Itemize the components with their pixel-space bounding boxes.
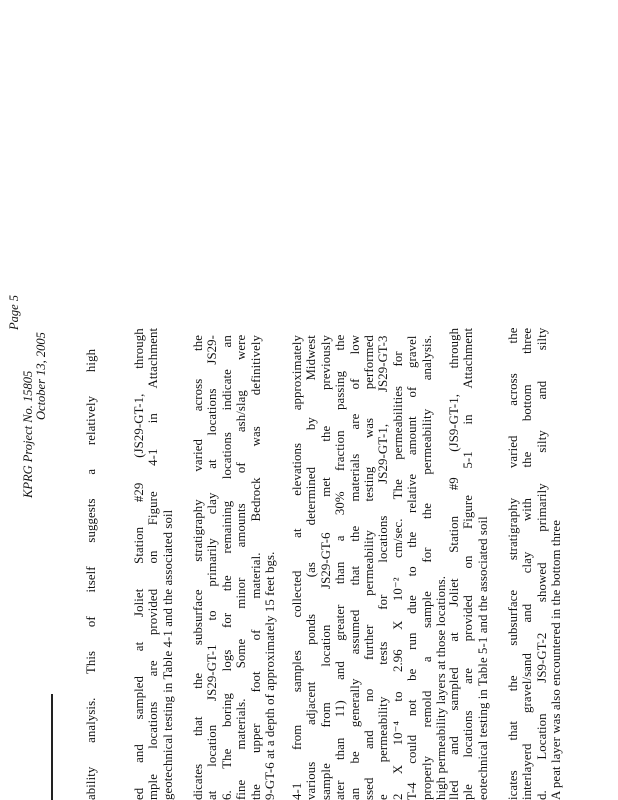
text-line: properly remold a sample for the permeability analysis.	[419, 334, 434, 800]
text-line: high permeability layers at those locations.	[434, 575, 448, 800]
text-line: A peat layer was also encountered in the bottom three	[549, 520, 564, 800]
header-project-number: KPRG Project No. 15805	[21, 370, 35, 498]
text-line: mple locations are provided on Figure 4-1 in Attachment	[146, 327, 161, 800]
text-line: 9-GT-6 at a depth of approximately 15 feet bgs.	[263, 551, 277, 800]
text-line: ater than 11) and greater than a 30% fraction passing the	[333, 334, 348, 800]
text-line: sample from location JS29-GT-6 met the previously	[318, 335, 333, 800]
text-line: ssed and no further permeability testing was performed	[362, 335, 376, 800]
text-line: d. Location JS9-GT-2 showed primarily silty and silty	[534, 327, 549, 800]
text-line: dicates that the subsurface stratigraphy varied across the	[191, 335, 205, 800]
text-line: 2 X 10⁻⁴ to 2.96 X 10⁻² cm/sec. The permeabilities for	[390, 351, 405, 800]
text-line: at location JS29-GT-1 to primarily clay at locations JS29-	[205, 334, 220, 800]
header-page-number: Page 5	[7, 294, 21, 330]
text-line: e permeability tests for locations JS29-GT-1, JS29-GT-3	[376, 335, 391, 800]
text-line: an be generally assumed that the materials are of low	[347, 334, 362, 800]
text-line: icates that the subsurface stratigraphy varied across the	[506, 327, 520, 800]
text-line: T-4 could not be run due to the relative amount of gravel	[405, 335, 420, 800]
text-line: lled and sampled at Joliet Station #9 (JS9-GT-1, through	[447, 327, 461, 800]
header-rule	[51, 694, 53, 800]
text-line: various adjacent ponds (as determined by Midwest	[304, 335, 319, 800]
text-line: the upper foot of material. Bedrock was definitively	[248, 334, 263, 800]
text-line: fine materials. Some minor amounts of ash/slag were	[234, 334, 249, 800]
text-line: geotechnical testing in Table 4-1 and the associated soil	[160, 509, 175, 800]
header-date: October 13, 2005	[34, 332, 48, 420]
text-line: ability analysis. This of itself suggests a relatively high	[84, 348, 98, 800]
text-line: 4-1 from samples collected at elevations approximately	[290, 335, 304, 800]
text-line: interlayerd gravel/sand and clay with the bottom three	[520, 327, 535, 800]
text-line: ed and sampled at Joliet Station #29 (JS29-GT-1, through	[132, 328, 146, 800]
text-line: 6. The boring logs for the remaining locations indicate an	[219, 335, 234, 800]
text-line: eotechnical testing in Table 5-1 and the associated soil	[475, 516, 490, 800]
text-line: ple locations are provided on Figure 5-1 in Attachment	[461, 327, 476, 800]
